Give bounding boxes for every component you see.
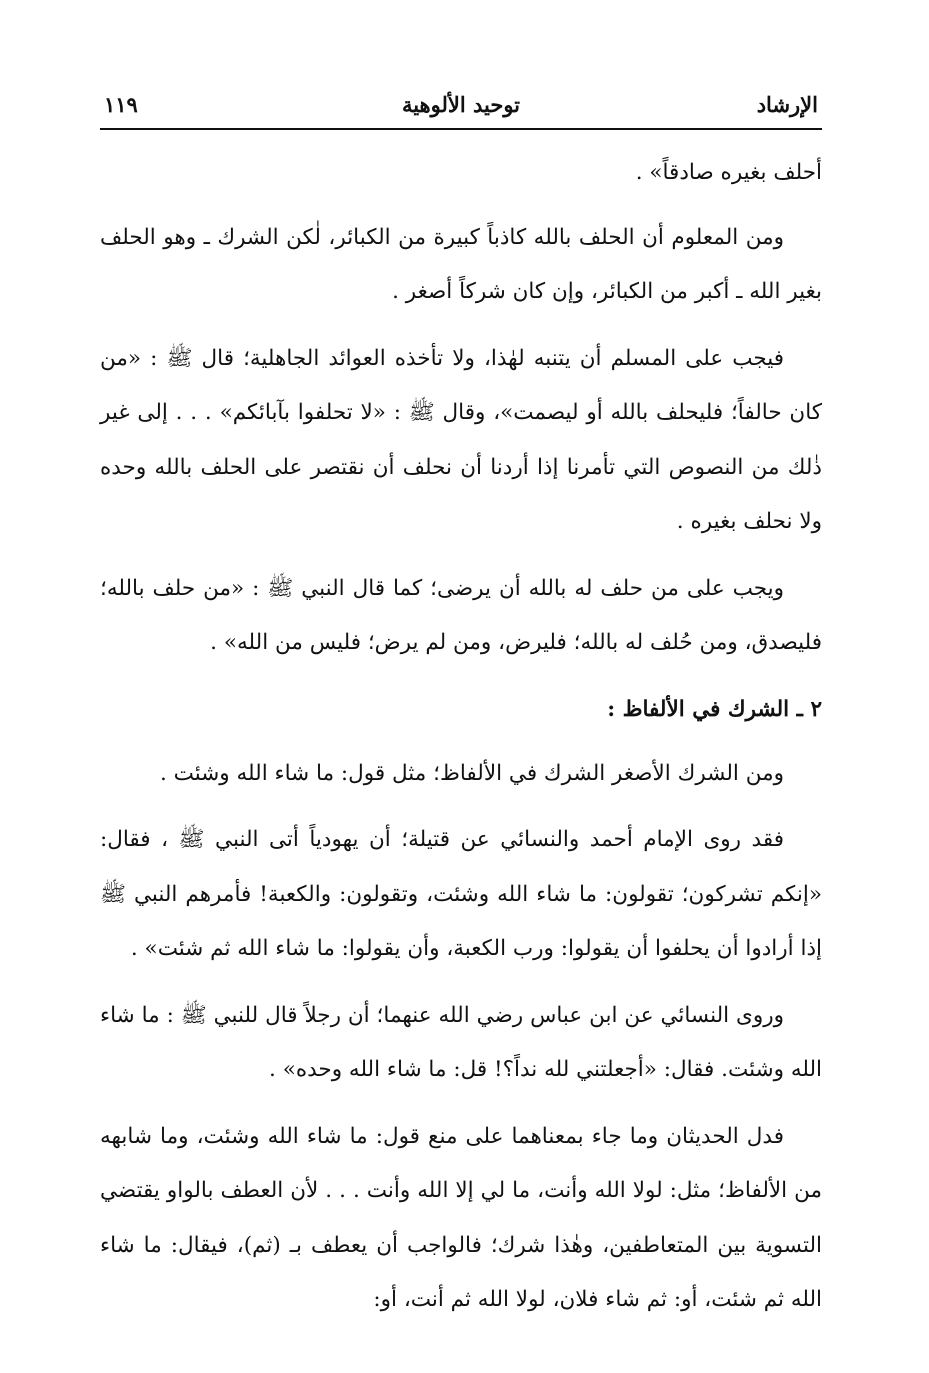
section-heading: ٢ ـ الشرك في الألفاظ : <box>607 696 822 722</box>
paragraph: فقد روى الإمام أحمد والنسائي عن قتيلة؛ أن يهودياً أتى النبي ﷺ ، فقال: «إنكم تشركون؛ تقولون: ما شاء الله وشئت، وتقولون: والكعبة! فأمرهم النبي ﷺ إذا أرادوا أن يحلفوا أن يقولوا: ورب الكعبة، وأن يقولوا: ما شاء الله ثم شئت» . <box>100 827 822 961</box>
paragraph: فدل الحديثان وما جاء بمعناهما على منع قول: ما شاء الله وشئت، وما شابهه من الألفاظ؛ مثل: لولا الله وأنت، ما لي إلا الله وأنت . . . لأن العطف بالواو يقتضي التسوية بين المتعاطفين، وهٰذا شرك؛ فالواجب أن يعطف بـ (ثم)، فيقال: ما شاء الله ثم شئت، أو: ثم شاء فلان، لولا الله ثم أنت، أو: <box>100 1123 822 1312</box>
paragraph: فيجب على المسلم أن يتنبه لهٰذا، ولا تأخذه العوائد الجاهلية؛ قال ﷺ : «من كان حالفاً؛ فليحلف بالله أو ليصمت»، وقال ﷺ : «لا تحلفوا بآبائكم» . . . إلى غير ذٰلك من النصوص التي تأمرنا إذا أردنا أن نحلف أن نقتصر على الحلف بالله وحده ولا نحلف بغيره . <box>100 345 822 534</box>
paragraph: ومن الشرك الأصغر الشرك في الألفاظ؛ مثل قول: ما شاء الله وشئت . <box>160 760 784 786</box>
header-rule <box>100 128 822 130</box>
paragraph: وروى النسائي عن ابن عباس رضي الله عنهما؛ أن رجلاً قال للنبي ﷺ : ما شاء الله وشئت. فقال: «أجعلتني لله نداً؟! قل: ما شاء الله وحده» . <box>100 1002 822 1082</box>
book-name: الإرشاد <box>756 92 818 117</box>
chapter-title: توحيد الألوهية <box>401 92 521 117</box>
paragraph: ويجب على من حلف له بالله أن يرضى؛ كما قال النبي ﷺ : «من حلف بالله؛ فليصدق، ومن حُلف له بالله؛ فليرض، ومن لم يرض؛ فليس من الله» . <box>100 575 822 655</box>
paragraph-continuation: أحلف بغيره صادقاً» . <box>635 160 822 185</box>
paragraph: ومن المعلوم أن الحلف بالله كاذباً كبيرة من الكبائر، لٰكن الشرك ـ وهو الحلف بغير الله ـ أكبر من الكبائر، وإن كان شركاً أصغر . <box>100 224 822 304</box>
page-header <box>100 78 822 128</box>
page-number: ١١٩ <box>104 92 138 117</box>
book-page <box>100 78 822 1340</box>
